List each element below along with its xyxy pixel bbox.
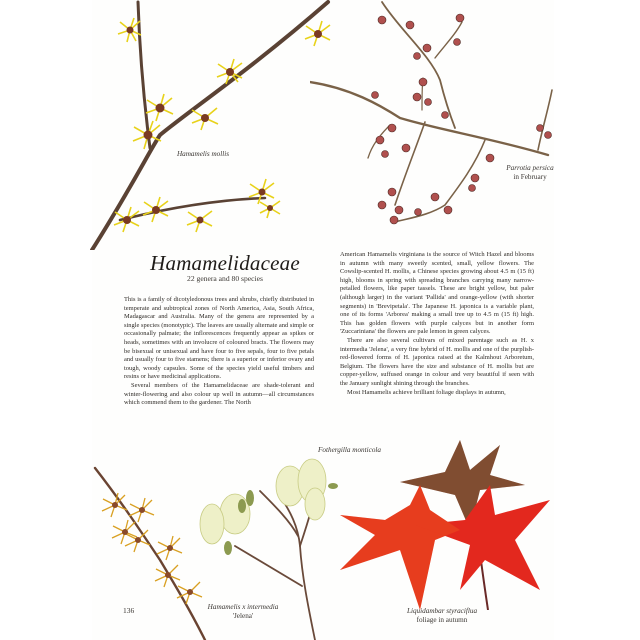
paragraph: This is a family of dicotyledonous trees and shrubs, chiefly distributed in temperate and subtropical zones of North America, Asia, South Africa, Madagascar and Australia. Many of the genera are represented by a single species (monotypic). The leaves are usually alternate and simple or occasionally palmate; the inflorescences frequently appear as spikes or heads, sometimes with an involucre of coloured bracts. The flowers may be bisexual or unisexual and have four to five sepals, four to five petals and usually four to five stamens; there is a superior or inferior ovary and tough, woody capsules. Some of the species yield useful timbers and resins or have medicinal applications.	[124, 296, 314, 381]
caption-line-1: Parrotia persica	[506, 164, 554, 172]
caption-line-2: 'Jelena'	[232, 612, 254, 620]
page-number: 136	[123, 606, 135, 615]
page-title: Hamamelidaceae	[150, 251, 300, 275]
body-column-left	[124, 296, 314, 408]
caption-line-1: Liquidambar styraciflua	[406, 607, 478, 615]
caption-line-2: in February	[513, 173, 547, 181]
fothergilla-spikes	[200, 459, 326, 544]
body-column-right	[340, 251, 534, 397]
paragraph: Several members of the Hamamelidaceae are shade-tolerant and winter-flowering and also colour up well in autumn—all circumstances which commend them to the gardener. The North	[124, 381, 314, 407]
paragraph: American Hamamelis virginiana is the source of Witch Hazel and blooms in autumn with many sweetly scented, small, yellow flowers. The Cowslip-scented H. mollis, a Chinese species growing about 4.5 m (15 ft) high, blooms in spring with spreading branches carrying many narrow-petalled flowers, like paper tassels. These are bright yellow, but paler (although larger) in the variant 'Pallida' and orange-yellow (with shorter segments) in 'Brevipetala'. The Japanese H. japonica is a variable plant, one of its forms 'Arborea' making a small tree up to 4.5 m (15 ft) high. This has golden flowers with purple calyces but in another form 'Zuccariniana' the flowers are pale lemon in green calyces.	[340, 251, 534, 336]
fothergilla-illustration	[190, 436, 340, 640]
caption-text: Hamamelis mollis	[176, 150, 230, 158]
liquidambar-illustration	[340, 440, 555, 610]
parrotia-persica-illustration	[310, 0, 555, 240]
caption-line-2: foliage in autumn	[416, 616, 468, 624]
caption-line-1: Hamamelis x intermedia	[207, 603, 279, 611]
caption-parrotia-persica	[495, 164, 565, 182]
paragraph: Most Hamamelis achieve brilliant foliage displays in autumn,	[347, 388, 506, 396]
paragraph: There are also several cultivars of mixed parentage such as H. x intermedia 'Jelena', a very fine hybrid of H. mollis and one of the purplish-red-flowered forms of H. japonica raised at the Kalmhout Arboretum, Belgium. The flowers have the size and substance of H. mollis but are copper-yellow, suffused orange in colour and very beautiful if seen with the January sunlight shining through the branches.	[340, 336, 534, 387]
caption-hamamelis-mollis	[168, 150, 238, 159]
caption-text: Fothergilla monticola	[318, 446, 382, 454]
caption-liquidambar	[400, 607, 484, 625]
page-subtitle: 22 genera and 80 species	[187, 274, 263, 283]
